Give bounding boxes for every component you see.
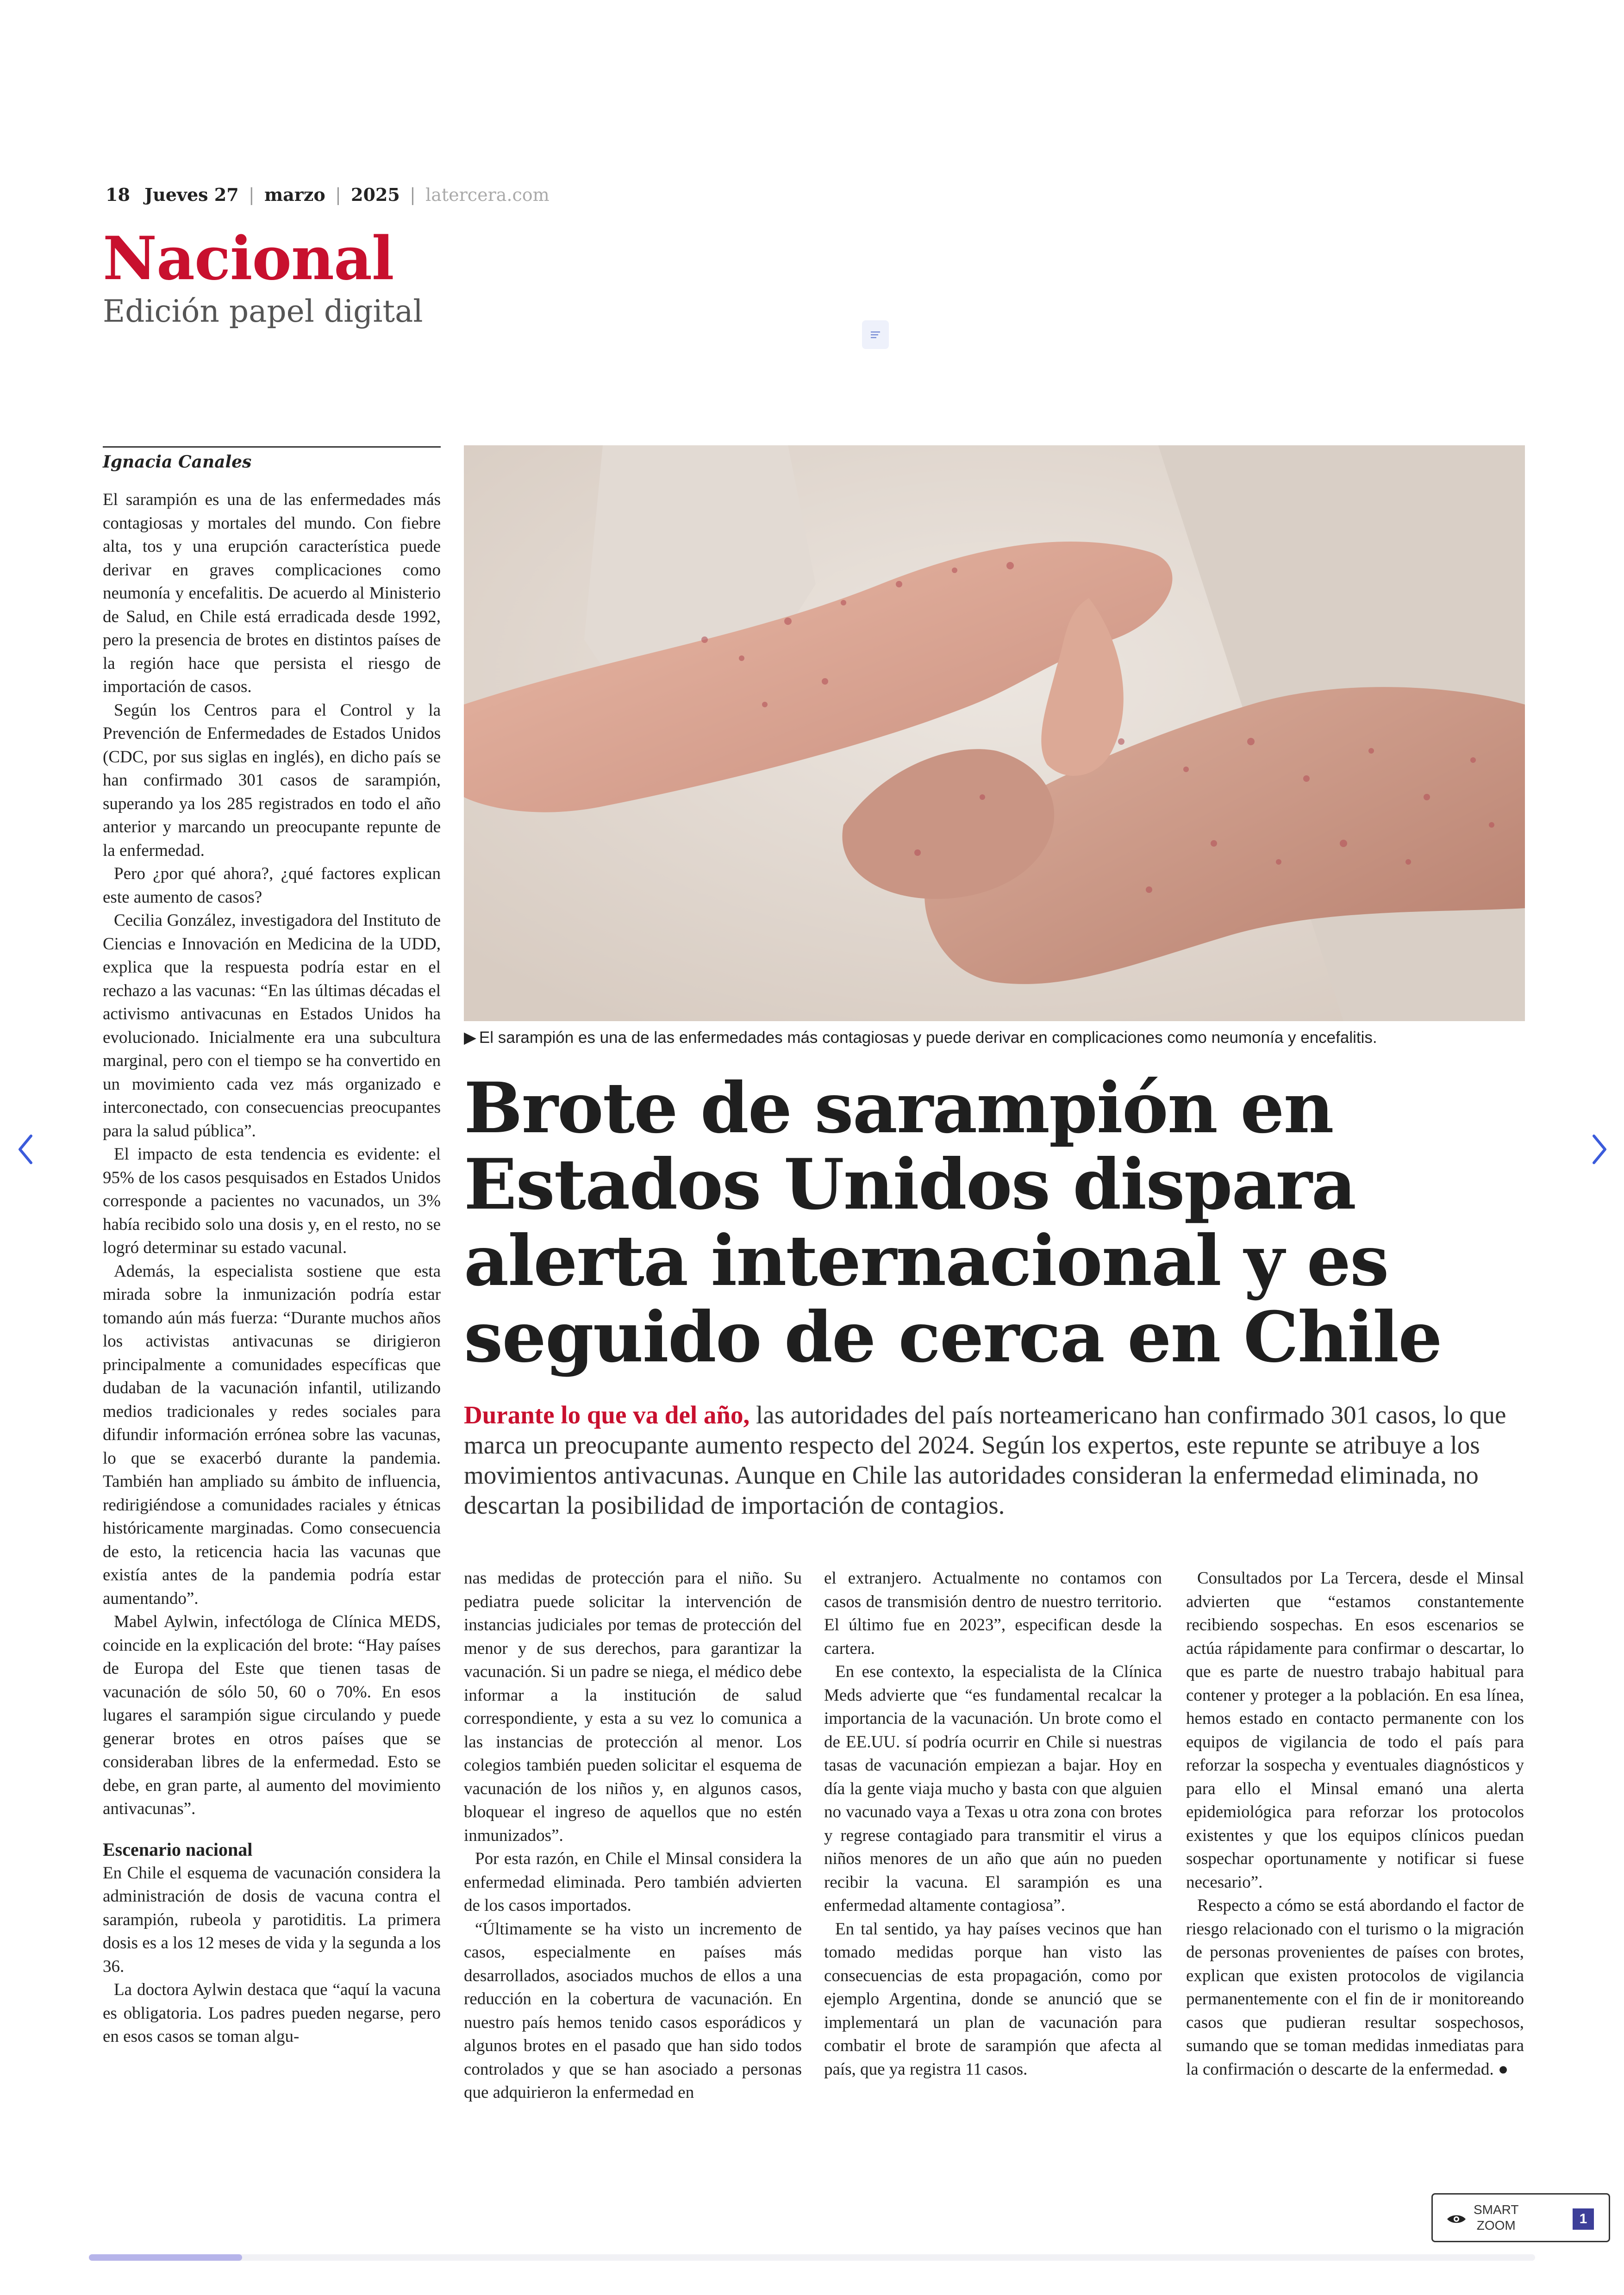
paragraph-text: Respecto a cómo se está abordando el factor de riesgo relacionado con el turismo o la migración de personas provenientes de países con brotes, explican que existen protocolos de vigilancia permanentemente con el fin de ir monitoreando casos que pudieran resultar sospechosos, sumando que se toman medidas inmediatas para la confirmación o descarte de la enfermedad. (1186, 1896, 1524, 2079)
lead-kicker: Durante lo que va del año, (464, 1401, 750, 1429)
lead-text: las autoridades del país norteamericano han confirmado 301 casos, lo que marca un preocupante aumento respecto del 2024. Según los expertos, este repunte se atribuye a los movimientos antivacunas. Aunque en Chile las autoridades consideran la enfermedad eliminada, no descartan la posibilidad de importación de contagios. (464, 1401, 1506, 1519)
reading-progress-fill (89, 2254, 242, 2261)
paragraph: El impacto de esta tendencia es evidente: el 95% de los casos pesquisados en Estados Unidos corresponde a pacientes no vacunados, un 3% había recibido solo una dosis y, en el resto, no se logró determinar su estado vacunal. (103, 1145, 441, 1257)
subheading: Escenario nacional (103, 1839, 253, 1860)
smart-zoom-label: SMART ZOOM (1474, 2202, 1519, 2233)
paragraph (1186, 1894, 1524, 2081)
article-column-1 (103, 488, 441, 2049)
hands-rash-image (464, 445, 1525, 1021)
paragraph: En tal sentido, ya hay países vecinos que han tomado medidas porque han visto las consecuencias de esta propagación, como por ejemplo Argentina, donde se anunció que se implementará un plan de vacunación para combatir el brote de sarampión que afecta al país, que ya registra 11 casos. (824, 1919, 1162, 2079)
paragraph: En ese contexto, la especialista de la Clínica Meds advierte que “es fundamental recalcar la importancia de la vacunación. Un brote como el de EE.UU. sí podría ocurrir en Chile si nuestras tasas de vacunación empiezan a bajar. Hoy en día la gente viaja mucho y basta con que alguien no vacunado vaya a Texas u otra zona con brotes y regrese contagiado para transmitir el virus a niños menores de un año que aún no pueden recibir la vacuna. El sarampión es una enfermedad altamente contagiosa”. (824, 1662, 1162, 1915)
section-title: Nacional (103, 224, 394, 293)
page-number: 18 (106, 184, 130, 205)
paragraph: Mabel Aylwin, infectóloga de Clínica MEDS, coincide en la explicación del brote: “Hay países de Europa del Este que tienen tasas de vacunación de sólo 50, 60 o 70%. En esos lugares el sarampión sigue circulando y puede generar brotes en otros países que se consideraban libres de la enfermedad. Esto se debe, en gran parte, al aumento del movimiento antivacunas”. (103, 1612, 441, 1818)
paragraph: Pero ¿por qué ahora?, ¿qué factores explican este aumento de casos? (103, 864, 441, 907)
notes-button[interactable] (862, 320, 889, 349)
previous-page-button[interactable] (9, 1129, 42, 1170)
page-folio: 18 Jueves 27 | marzo | 2025 | latercera.com (106, 184, 550, 205)
article-lead (464, 1400, 1529, 1520)
chevron-left-icon (16, 1133, 35, 1166)
article-column-2 (464, 1567, 802, 2105)
reading-progress-bar[interactable] (89, 2254, 1535, 2261)
section-subtitle: Edición papel digital (103, 293, 423, 329)
article-headline: Brote de sarampión en Estados Unidos dispara alerta internacional y es seguido de cerca en Chile (464, 1067, 1442, 1378)
paragraph: “Últimamente se ha visto un incremento de casos, especialmente en países más desarrollados, asociados muchos de ellos a una reducción en la cobertura de vacunación. En nuestro país hemos tenido casos esporádicos y algunos brotes en el pasado que han sido todos controlados y que se han asociado a personas que adquirieron la enfermedad en (464, 1919, 802, 2102)
photo-caption (464, 1029, 1525, 1047)
issue-day: Jueves 27 (144, 184, 239, 205)
paragraph: En Chile el esquema de vacunación considera la administración de dosis de vacuna contra el sarampión, rubeola y parotiditis. La primera dosis es a los 12 meses de vida y la segunda a los 36. (103, 1863, 441, 1976)
paragraph: Por esta razón, en Chile el Minsal considera la enfermedad eliminada. Pero también advierten de los casos importados. (464, 1849, 802, 1915)
paragraph: El sarampión es una de las enfermedades más contagiosas y mortales del mundo. Con fiebre alta, tos y una erupción característica puede derivar en graves complicaciones como neumonía y encefalitis. De acuerdo al Ministerio de Salud, en Chile está erradicada desde 1992, pero la presencia de brotes en distintos países de la región hace que persista el riesgo de importación de casos. (103, 490, 441, 696)
article-column-4 (1186, 1567, 1524, 2081)
byline: Ignacia Canales (103, 446, 441, 472)
paragraph: La doctora Aylwin destaca que “aquí la vacuna es obligatoria. Los padres pueden negarse, pero en esos casos se toman algu- (103, 1980, 441, 2046)
site-name: latercera.com (425, 185, 550, 205)
issue-month: marzo (264, 184, 325, 205)
paragraph: Consultados por La Tercera, desde el Minsal advierten que “estamos constantemente recibiendo sospechas. En esos escenarios se actúa rápidamente para confirmar o descartar, lo que es parte de nuestro trabajo habitual para contener y proteger a la población. En esa línea, hemos estado en contacto permanente con los equipos de vigilancia de todo el país para reforzar la sospecha y eventuales diagnósticos y para ello el Minsal emanó una alerta epidemiológica para reforzar los protocolos existentes y que los equipos clínicos puedan sospechar oportunamente y notificar si fuese necesario”. (1186, 1569, 1524, 1892)
smart-zoom-button[interactable] (1431, 2193, 1610, 2242)
paragraph: Cecilia González, investigadora del Instituto de Ciencias e Innovación en Medicina de la UDD, explica que la respuesta podría estar en el rechazo a las vacunas: “En las últimas décadas el activismo antivacunas en Estados Unidos ha evolucionado. Inicialmente era una subcultura marginal, pero con el tiempo se ha convertido en un movimiento cada vez más organizado e interconectado, con consecuencias preocupantes para la salud pública”. (103, 911, 441, 1141)
notes-icon (869, 329, 882, 340)
page-badge: 1 (1573, 2208, 1594, 2230)
paragraph: Según los Centros para el Control y la Prevención de Enfermedades de Estados Unidos (CDC, por sus siglas en inglés), en dicho país se han confirmado 301 casos de sarampión, superando ya los 285 registrados en todo el año anterior y marcando un preocupante repunte de la enfermedad. (103, 700, 441, 860)
paragraph: el extranjero. Actualmente no contamos con casos de transmisión dentro de nuestro territorio. El último fue en 2023”, especifican desde la cartera. (824, 1569, 1162, 1658)
issue-year: 2025 (351, 184, 400, 205)
chevron-right-icon (1590, 1133, 1609, 1166)
paragraph: nas medidas de protección para el niño. Su pediatra puede solicitar la intervención de instancias judiciales por temas de protección del menor y de sus derechos, para garantizar la vacunación. Si un padre se niega, el médico debe informar a la institución de salud correspondiente, y esta a su vez lo comunica a las instancias de protección al menor. Los colegios también pueden solicitar el esquema de vacunación de los niños y, en algunos casos, bloquear el ingreso de aquellos que no estén inmunizados”. (464, 1569, 802, 1845)
end-mark-icon: ● (1498, 2059, 1509, 2079)
article-column-3 (824, 1567, 1162, 2081)
next-page-button[interactable] (1583, 1129, 1616, 1170)
photo-caption-text: El sarampión es una de las enfermedades más contagiosas y puede derivar en complicaciones como neumonía y encefalitis. (479, 1029, 1377, 1047)
caption-triangle-icon: ▶ (464, 1029, 476, 1047)
article-photo (464, 445, 1525, 1021)
paragraph: Además, la especialista sostiene que esta mirada sobre la inmunización podría estar tomando aún más fuerza: “Durante muchos años los activistas antivacunas se dirigieron principalmente a comunidades específicas que dudaban de la vacunación infantil, utilizando medios tradicionales y redes sociales para difundir información errónea sobre las vacunas, lo que se exacerbó durante la pandemia. También han ampliado su ámbito de influencia, redirigiéndose a comunidades raciales y étnicas históricamente marginadas. Como consecuencia de esto, la reticencia hacia las vacunas que existía antes de la pandemia podría estar aumentando”. (103, 1261, 441, 1608)
eye-icon (1446, 2212, 1467, 2226)
